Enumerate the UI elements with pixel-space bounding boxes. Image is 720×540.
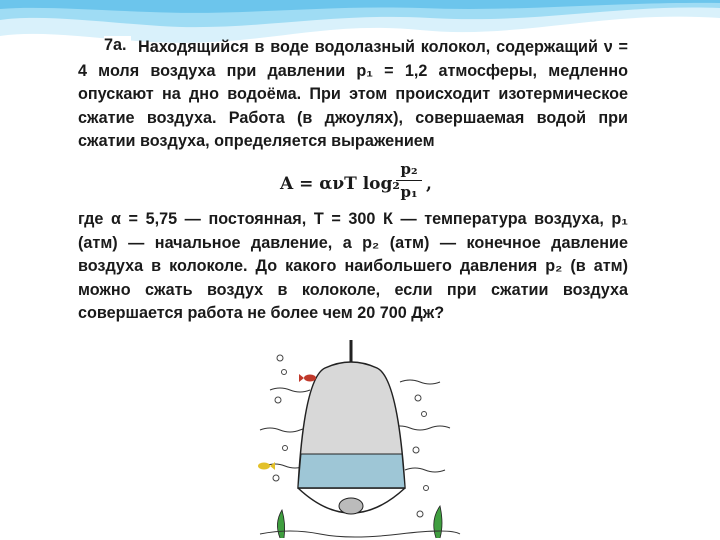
problem-paragraph-1: Находящийся в воде водолазный колокол, содержащий ν = 4 моля воздуха при давлении p₁ = 1,2 атмосферы, медленно опускают на дно водоёма. При этом происходит изотермическое сжатие воздуха. Работа (в джоулях), совершаемая водой при сжатии воздуха, определяется выражением [78,38,628,150]
formula-denominator: p₁ [400,183,418,201]
formula-fraction [396,160,422,201]
yellow-fish-icon [258,462,275,470]
diving-bell-illustration [240,338,470,540]
formula-lhs: A = ανT log₂ [280,174,400,194]
diver [339,498,363,514]
problem-number: 7а. [104,36,131,55]
problem-text-part2 [78,208,628,326]
plant-left-icon [277,510,284,538]
red-fish-icon [299,374,316,382]
problem-text-part1 [78,36,628,154]
problem-paragraph-2: где α = 5,75 — постоянная, T = 300 К — температура воздуха, p₁ (атм) — начальное давление, а p₂ (атм) — конечное давление воздуха в колоколе. До какого наибольшего давления p₂ (в атм) можно сжать воздух в колоколе, если при сжатии воздуха совершается работа не более чем 20 700 Дж? [78,210,628,322]
fraction-bar [396,180,422,181]
plant-right-icon [434,506,442,538]
formula-numerator: p₂ [400,160,418,178]
formula-comma: , [426,174,432,194]
work-formula [280,160,480,208]
bell-water [298,454,405,488]
seabed-line [260,531,460,537]
